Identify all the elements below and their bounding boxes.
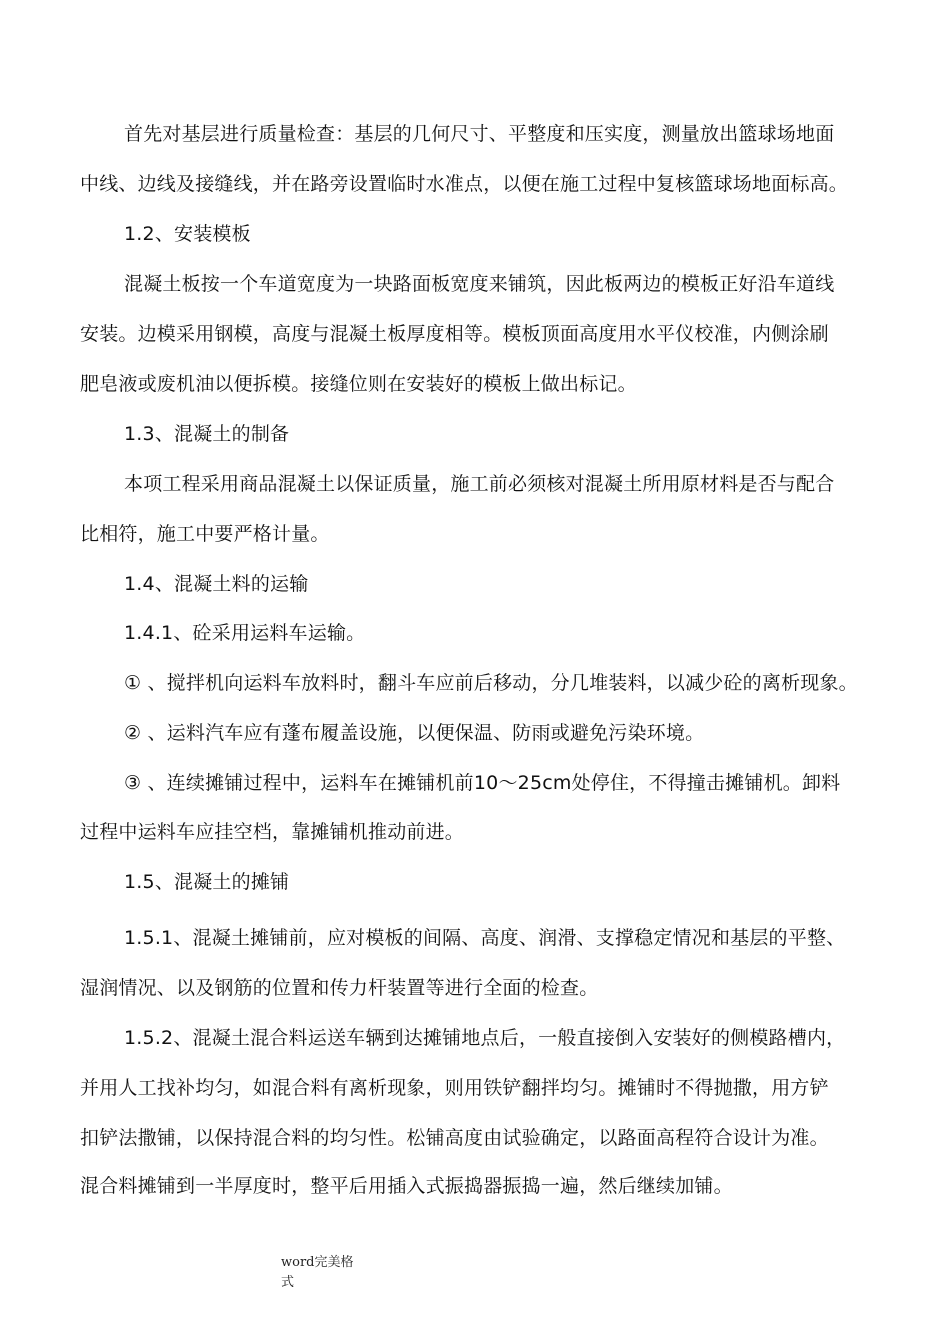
text-line: 首先对基层进行质量检查：基层的几何尺寸、平整度和压实度，测量放出篮球场地面: [124, 123, 835, 145]
text-line: 湿润情况、以及钢筋的位置和传力杆装置等进行全面的检查。: [80, 977, 599, 999]
section-heading: 1.5、混凝土的摊铺: [124, 871, 290, 893]
text-line: 肥皂液或废机油以便拆模。接缝位则在安装好的模板上做出标记。: [80, 373, 637, 395]
text-line: 本项工程采用商品混凝土以保证质量，施工前必须核对混凝土所用原材料是否与配合: [124, 473, 835, 495]
text-line: 混凝土板按一个车道宽度为一块路面板宽度来铺筑，因此板两边的模板正好沿车道线: [124, 273, 835, 295]
section-heading: 1.4、混凝土料的运输: [124, 573, 309, 595]
text-line: 1.5.2、混凝土混合料运送车辆到达摊铺地点后，一般直接倒入安装好的侧模路槽内，: [124, 1027, 846, 1049]
list-item: ③ 、连续摊铺过程中，运料车在摊铺机前10～25cm处停住，不得撞击摊铺机。卸料: [124, 772, 841, 794]
text-line: 扣铲法撒铺，以保持混合料的均匀性。松铺高度由试验确定，以路面高程符合设计为准。: [80, 1127, 829, 1149]
list-item: ① 、搅拌机向运料车放料时，翻斗车应前后移动，分几堆装料，以减少砼的离析现象。: [124, 672, 858, 694]
section-heading: 1.3、混凝土的制备: [124, 423, 290, 445]
text-line: 1.5.1、混凝土摊铺前，应对模板的间隔、高度、润滑、支撑稳定情况和基层的平整、: [124, 927, 846, 949]
text-line: 过程中运料车应挂空档，靠摊铺机推动前进。: [80, 821, 465, 843]
page-footer: word完美格式: [281, 1255, 354, 1290]
text-line: 中线、边线及接缝线，并在路旁设置临时水准点，以便在施工过程中复核篮球场地面标高。: [80, 173, 849, 195]
subsection-heading: 1.4.1、砼采用运料车运输。: [124, 622, 366, 644]
section-heading: 1.2、安装模板: [124, 223, 251, 245]
text-line: 比相符，施工中要严格计量。: [80, 523, 330, 545]
text-line: 安装。边模采用钢模，高度与混凝土板厚度相等。模板顶面高度用水平仪校准，内侧涂刷: [80, 323, 829, 345]
text-line: 并用人工找补均匀，如混合料有离析现象，则用铁铲翻拌均匀。摊铺时不得抛撒，用方铲: [80, 1077, 829, 1099]
text-line: 混合料摊铺到一半厚度时，整平后用插入式振捣器振捣一遍，然后继续加铺。: [80, 1175, 733, 1197]
list-item: ② 、运料汽车应有蓬布履盖设施，以便保温、防雨或避免污染环境。: [124, 722, 705, 744]
